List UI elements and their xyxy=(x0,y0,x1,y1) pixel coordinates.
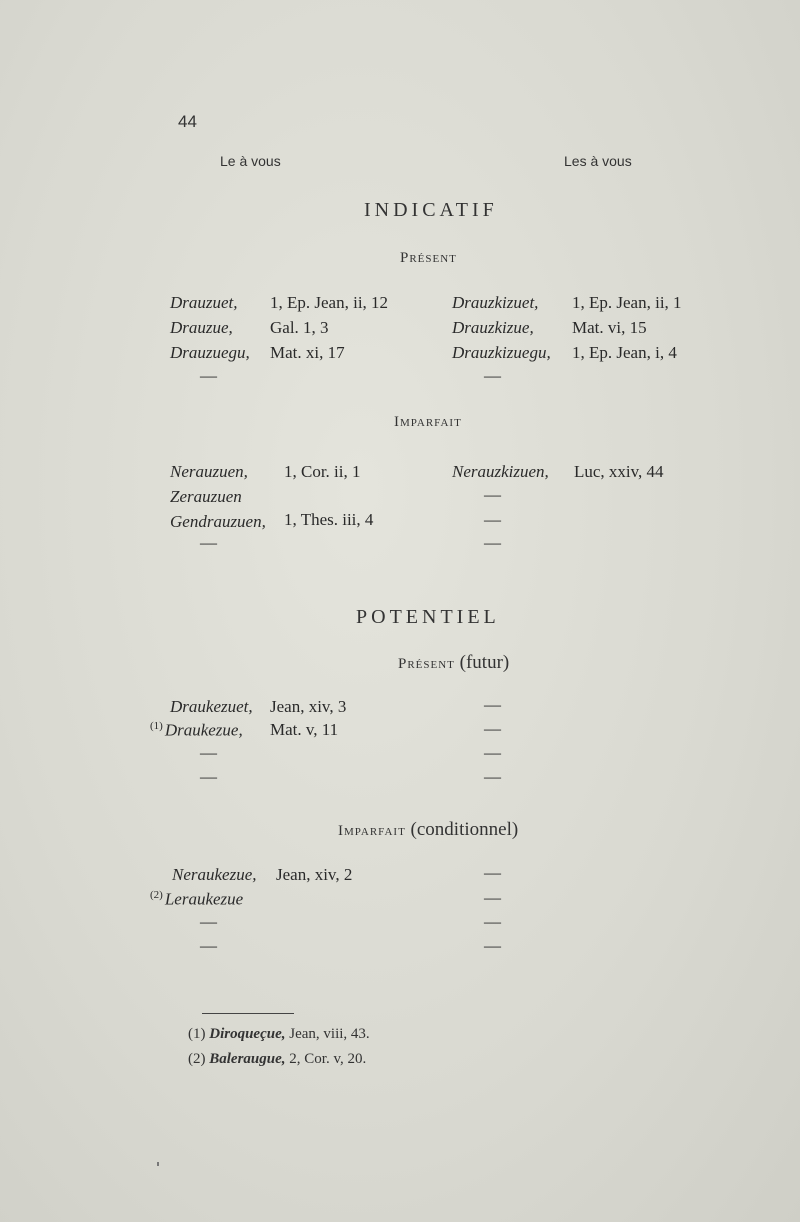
scripture-reference: Jean, xiv, 2 xyxy=(276,865,353,884)
scripture-reference: Gal. 1, 3 xyxy=(270,318,329,337)
footnote xyxy=(188,1051,366,1068)
paper-speck xyxy=(157,1162,159,1166)
em-dash: — xyxy=(200,366,217,385)
em-dash: — xyxy=(484,863,501,882)
scripture-reference: Mat. v, 11 xyxy=(270,720,339,739)
conjugation-word: Drauzue, xyxy=(170,318,233,337)
em-dash: — xyxy=(200,936,217,955)
footnote xyxy=(188,1026,370,1043)
footnote-reference: 2, Cor. v, 20. xyxy=(289,1051,367,1067)
conjugation-word: Draukezuet, xyxy=(170,697,253,716)
conjugation-word xyxy=(150,720,243,741)
em-dash: — xyxy=(484,510,501,529)
scripture-reference: Luc, xxiv, 44 xyxy=(574,462,664,481)
conjugation-word: Drauzkizuet, xyxy=(452,293,539,312)
subsection-label: Imparfait xyxy=(338,823,406,839)
conjugation-word: Drauzkizuegu, xyxy=(452,343,551,362)
scripture-reference: 1, Thes. iii, 4 xyxy=(284,510,374,529)
footnote-reference: Jean, viii, 43. xyxy=(289,1026,370,1042)
page-number: 44 xyxy=(178,112,197,131)
conjugation-word: Drauzuegu, xyxy=(170,343,250,362)
em-dash: — xyxy=(484,366,501,385)
conjugation-word: Nerauzuen, xyxy=(170,462,248,481)
conjugation-word: Drauzuet, xyxy=(170,293,238,312)
running-header-left: Le à vous xyxy=(220,153,281,169)
em-dash: — xyxy=(484,767,501,786)
footnote-marker: (2) xyxy=(150,889,163,901)
footnote-number: (1) xyxy=(188,1026,206,1042)
footnote-rule xyxy=(202,1013,294,1014)
conjugation-word: Zerauzuen xyxy=(170,487,242,506)
scripture-reference: Mat. xi, 17 xyxy=(270,343,345,362)
conjugation-word: Nerauzkizuen, xyxy=(452,462,549,481)
conjugation-word-text: Draukezue, xyxy=(164,720,243,740)
em-dash: — xyxy=(484,695,501,714)
conjugation-word-text: Leraukezue xyxy=(164,889,244,909)
em-dash: — xyxy=(484,719,501,738)
subsection-qualifier: (futur) xyxy=(459,652,510,673)
subsection-qualifier: (conditionnel) xyxy=(410,819,519,840)
em-dash: — xyxy=(484,485,501,504)
scripture-reference: Jean, xiv, 3 xyxy=(270,697,347,716)
scripture-reference: 1, Ep. Jean, ii, 1 xyxy=(572,293,682,312)
em-dash: — xyxy=(200,743,217,762)
em-dash: — xyxy=(200,912,217,931)
conjugation-word: Drauzkizue, xyxy=(452,318,534,337)
em-dash: — xyxy=(484,533,501,552)
em-dash: — xyxy=(484,888,501,907)
em-dash: — xyxy=(200,767,217,786)
footnote-marker: (1) xyxy=(150,720,163,732)
footnote-word: Diroqueçue, xyxy=(209,1026,286,1042)
conjugation-word: Neraukezue, xyxy=(172,865,257,884)
subsection-title-imparfait: Imparfait xyxy=(394,414,462,430)
subsection-title-imparfait xyxy=(338,819,518,841)
footnote-number: (2) xyxy=(188,1051,206,1067)
em-dash: — xyxy=(484,936,501,955)
conjugation-word: Gendrauzuen, xyxy=(170,512,266,531)
conjugation-word xyxy=(150,889,243,910)
em-dash: — xyxy=(484,743,501,762)
em-dash: — xyxy=(484,912,501,931)
scripture-reference: 1, Cor. ii, 1 xyxy=(284,462,361,481)
scripture-reference: 1, Ep. Jean, i, 4 xyxy=(572,343,677,362)
footnote-word: Baleraugue, xyxy=(209,1051,286,1067)
running-header-right: Les à vous xyxy=(564,153,632,169)
section-title-indicatif: INDICATIF xyxy=(364,199,498,221)
scripture-reference: Mat. vi, 15 xyxy=(572,318,647,337)
section-title-potentiel: POTENTIEL xyxy=(356,606,500,628)
subsection-title-present: Présent xyxy=(400,250,457,266)
subsection-title-present xyxy=(398,652,509,674)
subsection-label: Présent xyxy=(398,656,455,672)
em-dash: — xyxy=(200,533,217,552)
scripture-reference: 1, Ep. Jean, ii, 12 xyxy=(270,293,389,312)
